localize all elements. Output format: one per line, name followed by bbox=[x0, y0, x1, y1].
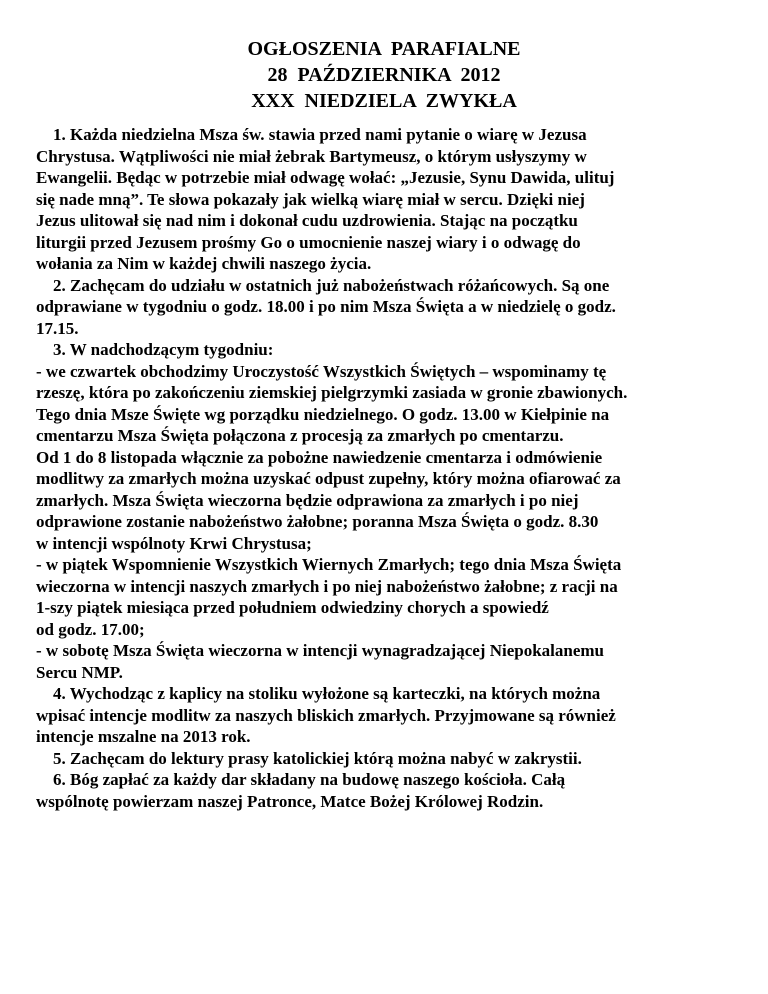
text-line: 3. W nadchodzącym tygodniu: bbox=[36, 340, 274, 359]
text-line: wspólnotę powierzam naszej Patronce, Matce Bożej Królowej Rodzin. bbox=[36, 791, 544, 811]
text-line: od godz. 17.00; bbox=[36, 619, 145, 639]
text-line: Ewangelii. Będąc w potrzebie miał odwagę wołać: „Jezusie, Synu Dawida, ulituj bbox=[36, 168, 615, 187]
title: OGŁOSZENIA PARAFIALNE bbox=[247, 38, 521, 60]
text-line: odprawiane w tygodniu o godz. 18.00 i po nim Msza Święta a w niedzielę o godz. bbox=[36, 297, 616, 316]
announcement-body bbox=[36, 124, 768, 812]
text-line: wpisać intencje modlitw za naszych bliskich zmarłych. Przyjmowane są również bbox=[36, 705, 616, 725]
text-line: wołania za Nim w każdej chwili naszego życia. bbox=[36, 254, 372, 273]
text-line: - w sobotę Msza Święta wieczorna w intencji wynagradzającej Niepokalanemu bbox=[36, 641, 604, 660]
text-line: - we czwartek obchodzimy Uroczystość Wszystkich Świętych – wspominamy tę bbox=[36, 361, 607, 381]
text-line: Jezus ulitował się nad nim i dokonał cudu uzdrowienia. Stając na początku bbox=[36, 211, 578, 230]
text-line: 1-szy piątek miesiąca przed południem odwiedziny chorych a spowiedź bbox=[36, 598, 549, 617]
text-line: rzeszę, która po zakończeniu ziemskiej pielgrzymki zasiada w gronie zbawionych. bbox=[36, 383, 628, 402]
text-line: - w piątek Wspomnienie Wszystkich Wiernych Zmarłych; tego dnia Msza Święta bbox=[36, 555, 622, 574]
date: 28 PAŹDZIERNIKA 2012 bbox=[267, 64, 501, 86]
text-line: Sercu NMP. bbox=[36, 662, 123, 682]
text-line: wieczorna w intencji naszych zmarłych i po niej nabożeństwo żałobne; z racji na bbox=[36, 576, 618, 596]
text-line: odprawione zostanie nabożeństwo żałobne; poranna Msza Święta o godz. 8.30 bbox=[36, 512, 599, 531]
text-line: 2. Zachęcam do udziału w ostatnich już nabożeństwach różańcowych. Są one bbox=[36, 275, 610, 295]
sunday-name: XXX NIEDZIELA ZWYKŁA bbox=[251, 90, 517, 112]
text-line: 5. Zachęcam do lektury prasy katolickiej którą można nabyć w zakrystii. bbox=[36, 748, 582, 768]
text-line: Tego dnia Msze Święte wg porządku niedzielnego. O godz. 13.00 w Kiełpinie na bbox=[36, 404, 610, 424]
header bbox=[0, 36, 768, 114]
text-line: modlitwy za zmarłych można uzyskać odpust zupełny, który można ofiarować za bbox=[36, 469, 621, 488]
text-line: cmentarzu Msza Święta połączona z procesją za zmarłych po cmentarzu. bbox=[36, 426, 564, 445]
text-line: się nade mną”. Te słowa pokazały jak wielką wiarę miał w sercu. Dzięki niej bbox=[36, 189, 585, 209]
text-line: Chrystusa. Wątpliwości nie miał żebrak Bartymeusz, o którym usłyszymy w bbox=[36, 146, 587, 166]
text-line: 6. Bóg zapłać za każdy dar składany na budowę naszego kościoła. Całą bbox=[36, 770, 566, 789]
text-line: Od 1 do 8 listopada włącznie za pobożne nawiedzenie cmentarza i odmówienie bbox=[36, 447, 603, 467]
text-line: 17.15. bbox=[36, 318, 79, 338]
text-line: w intencji wspólnoty Krwi Chrystusa; bbox=[36, 533, 312, 553]
text-line: intencje mszalne na 2013 rok. bbox=[36, 727, 251, 746]
text-line: zmarłych. Msza Święta wieczorna będzie odprawiona za zmarłych i po niej bbox=[36, 490, 579, 510]
text-line: 1. Każda niedzielna Msza św. stawia przed nami pytanie o wiarę w Jezusa bbox=[36, 125, 587, 144]
text-line: liturgii przed Jezusem prośmy Go o umocnienie naszej wiary i o odwagę do bbox=[36, 232, 581, 252]
text-line: 4. Wychodząc z kaplicy na stoliku wyłożone są karteczki, na których można bbox=[36, 684, 601, 703]
